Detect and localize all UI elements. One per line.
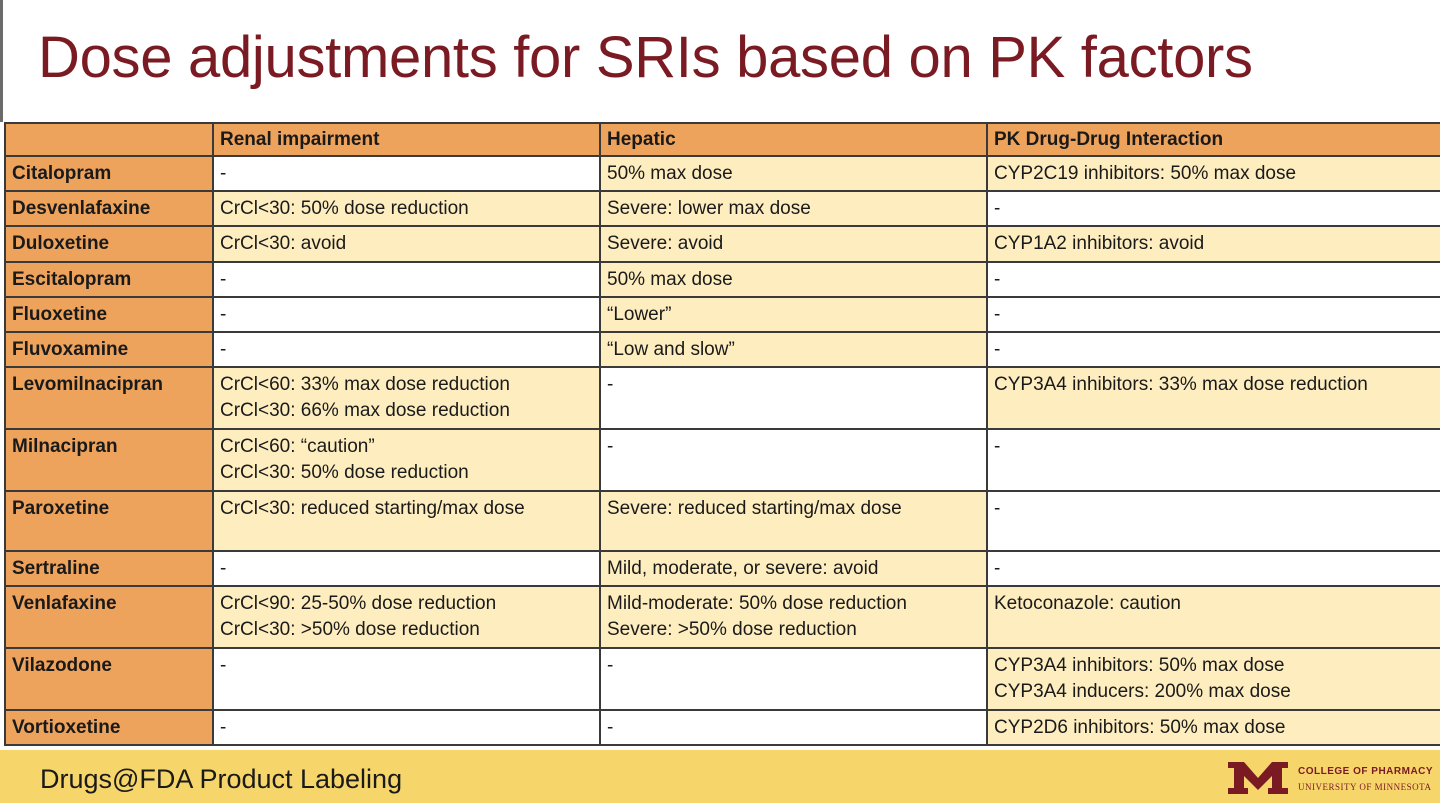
cell-line: CYP3A4 inhibitors: 33% max dose reduction (994, 374, 1368, 395)
cell-line: - (220, 655, 227, 676)
cell-line: CrCl<30: 50% dose reduction (220, 462, 469, 483)
cell-line: Mild-moderate: 50% dose reduction (607, 593, 907, 614)
cell-line: - (994, 498, 1001, 519)
cell-line: CrCl<30: reduced starting/max dose (220, 498, 525, 519)
cell-line: “Low and slow” (607, 339, 735, 360)
renal-cell (213, 297, 600, 332)
ddi-cell (987, 710, 1440, 745)
table-row (5, 367, 1440, 429)
cell-line: CrCl<30: >50% dose reduction (220, 619, 480, 640)
cell-line: - (220, 163, 227, 184)
renal-cell (213, 262, 600, 297)
table-row (5, 332, 1440, 367)
drug-name-cell: Vortioxetine (5, 710, 213, 745)
hepatic-cell (600, 648, 987, 710)
cell-line: CrCl<30: 50% dose reduction (220, 198, 469, 219)
ddi-cell (987, 367, 1440, 429)
header-renal: Renal impairment (213, 123, 600, 156)
drug-name-cell: Sertraline (5, 551, 213, 586)
table-row (5, 648, 1440, 710)
hepatic-cell (600, 262, 987, 297)
ddi-cell (987, 226, 1440, 262)
cell-line: Mild, moderate, or severe: avoid (607, 558, 879, 579)
cell-line: CrCl<60: “caution” (220, 436, 375, 457)
cell-line: - (994, 304, 1001, 325)
drug-name-cell: Levomilnacipran (5, 367, 213, 429)
table-row (5, 586, 1440, 648)
ddi-cell (987, 586, 1440, 648)
hepatic-cell (600, 367, 987, 429)
footer-bar (0, 750, 1440, 803)
ddi-cell (987, 297, 1440, 332)
table-row (5, 156, 1440, 191)
cell-line: - (607, 717, 614, 738)
cell-line: Severe: lower max dose (607, 198, 811, 219)
drug-name-cell: Paroxetine (5, 491, 213, 551)
drug-name-cell: Venlafaxine (5, 586, 213, 648)
cell-line: 50% max dose (607, 269, 733, 290)
cell-line: - (607, 374, 614, 395)
cell-line: - (220, 304, 227, 325)
ddi-cell (987, 156, 1440, 191)
block-m-logo-icon (1226, 760, 1290, 796)
cell-line: CrCl<60: 33% max dose reduction (220, 374, 510, 395)
ddi-cell (987, 648, 1440, 710)
header-drug (5, 123, 213, 156)
table-row (5, 551, 1440, 586)
hepatic-cell (600, 710, 987, 745)
renal-cell (213, 156, 600, 191)
table-row (5, 262, 1440, 297)
cell-line: “Lower” (607, 304, 672, 325)
hepatic-cell (600, 297, 987, 332)
drug-name-cell: Citalopram (5, 156, 213, 191)
cell-line: - (994, 436, 1001, 457)
cell-line: - (994, 198, 1001, 219)
hepatic-cell (600, 491, 987, 551)
cell-line: - (220, 269, 227, 290)
cell-line: - (994, 558, 1001, 579)
cell-line: Ketoconazole: caution (994, 593, 1181, 614)
cell-line: CrCl<30: 66% max dose reduction (220, 400, 510, 421)
cell-line: - (220, 558, 227, 579)
drug-name-cell: Duloxetine (5, 226, 213, 262)
cell-line: CrCl<30: avoid (220, 233, 347, 254)
cell-line: CYP3A4 inducers: 200% max dose (994, 681, 1291, 702)
cell-line: CYP2D6 inhibitors: 50% max dose (994, 717, 1286, 738)
cell-line: CYP1A2 inhibitors: avoid (994, 233, 1205, 254)
cell-line: - (607, 436, 614, 457)
ddi-cell (987, 332, 1440, 367)
table-row (5, 710, 1440, 745)
ddi-cell (987, 262, 1440, 297)
cell-line: 50% max dose (607, 163, 733, 184)
cell-line: - (220, 717, 227, 738)
university-logo (1226, 760, 1436, 800)
table-header-row (5, 123, 1440, 156)
drug-name-cell: Desvenlafaxine (5, 191, 213, 226)
cell-line: - (607, 655, 614, 676)
header-hepatic: Hepatic (600, 123, 987, 156)
cell-line: CYP3A4 inhibitors: 50% max dose (994, 655, 1285, 676)
table-row (5, 297, 1440, 332)
ddi-cell (987, 551, 1440, 586)
drug-name-cell: Escitalopram (5, 262, 213, 297)
cell-line: Severe: reduced starting/max dose (607, 498, 902, 519)
hepatic-cell (600, 226, 987, 262)
slide-title: Dose adjustments for SRIs based on PK factors (38, 25, 1253, 90)
renal-cell (213, 367, 600, 429)
table-row (5, 226, 1440, 262)
cell-line: Severe: >50% dose reduction (607, 619, 857, 640)
cell-line: Severe: avoid (607, 233, 724, 254)
ddi-cell (987, 191, 1440, 226)
renal-cell (213, 491, 600, 551)
drug-name-cell: Vilazodone (5, 648, 213, 710)
hepatic-cell (600, 429, 987, 491)
dose-adjustment-table (4, 122, 1440, 746)
renal-cell (213, 710, 600, 745)
hepatic-cell (600, 586, 987, 648)
renal-cell (213, 586, 600, 648)
renal-cell (213, 551, 600, 586)
hepatic-cell (600, 156, 987, 191)
source-citation: Drugs@FDA Product Labeling (40, 764, 403, 794)
cell-line: - (994, 269, 1001, 290)
renal-cell (213, 429, 600, 491)
drug-name-cell: Fluoxetine (5, 297, 213, 332)
table-row (5, 491, 1440, 551)
renal-cell (213, 191, 600, 226)
table-row (5, 191, 1440, 226)
drug-name-cell: Fluvoxamine (5, 332, 213, 367)
cell-line: - (994, 339, 1001, 360)
logo-university-text: UNIVERSITY OF MINNESOTA (1298, 782, 1432, 792)
renal-cell (213, 226, 600, 262)
slide-left-rule (0, 0, 3, 122)
renal-cell (213, 648, 600, 710)
header-ddi: PK Drug-Drug Interaction (987, 123, 1440, 156)
ddi-cell (987, 491, 1440, 551)
table-row (5, 429, 1440, 491)
hepatic-cell (600, 551, 987, 586)
hepatic-cell (600, 332, 987, 367)
drug-name-cell: Milnacipran (5, 429, 213, 491)
cell-line: CrCl<90: 25-50% dose reduction (220, 593, 497, 614)
ddi-cell (987, 429, 1440, 491)
cell-line: CYP2C19 inhibitors: 50% max dose (994, 163, 1297, 184)
hepatic-cell (600, 191, 987, 226)
cell-line: - (220, 339, 227, 360)
table-body (5, 156, 1440, 745)
logo-college-text: COLLEGE OF PHARMACY (1298, 766, 1434, 777)
renal-cell (213, 332, 600, 367)
